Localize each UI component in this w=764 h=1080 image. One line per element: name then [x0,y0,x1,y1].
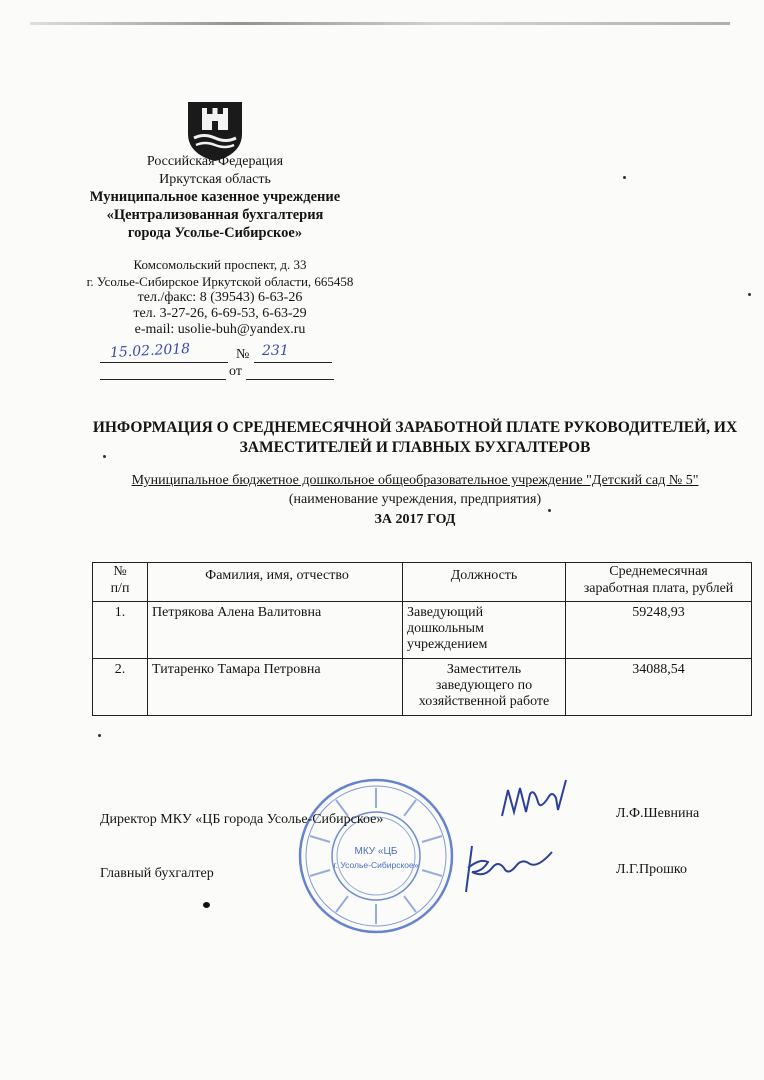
header-phone-fax: тел./факс: 8 (39543) 6-63-26 [137,290,303,305]
scan-edge-line [30,22,730,25]
reg-from-label: от [229,364,242,379]
chief-accountant-label: Главный бухгалтер [100,866,214,881]
round-seal-stamp [296,776,456,936]
scan-speck [98,734,101,737]
director-label: Директор МКУ «ЦБ города Усолье-Сибирское» [100,812,384,827]
row-position-line3: учреждением [407,637,488,652]
row-name: Петрякова Алена Валитовна [148,602,403,659]
row-position-line2: заведующего по [435,678,533,693]
salary-table [92,562,752,716]
institution-name [90,473,740,489]
header-org-line2: «Централизованная бухгалтерия [106,207,324,223]
row-position-line1: Заведующий [407,605,484,620]
header-salary-line2: заработная плата, рублей [583,581,734,596]
row-position [403,602,566,659]
chief-accountant-name: Л.Г.Прошко [616,862,687,877]
row-num: 2. [93,659,148,716]
reg-date-handwritten: 15.02.2018 [109,340,191,362]
table-header-row [93,563,752,602]
header-org-line3: города Усолье-Сибирское» [127,225,303,241]
reg-from-line-left [100,379,226,380]
row-position [403,659,566,716]
reg-from-line-right [246,379,334,380]
reg-date-line [100,362,228,363]
table-row [93,602,752,659]
header-email: e-mail: usolie-buh@yandex.ru [134,322,306,337]
header-name: Фамилия, имя, отчество [148,563,403,602]
stamp-center-line1: МКУ «ЦБ [354,846,398,857]
row-position-line1: Заместитель [446,662,522,677]
row-position-line3: хозяйственной работе [418,694,550,709]
row-salary: 34088,54 [566,659,752,716]
ink-blot [203,902,210,908]
institution-name-text: Муниципальное бюджетное дошкольное общеобразовательное учреждение "Детский сад № 5" [131,473,699,488]
director-signature-icon [496,776,576,826]
header-address1: Комсомольский проспект, д. 33 [133,257,307,272]
row-name: Титаренко Тамара Петровна [148,659,403,716]
header-num-line1: № [113,564,127,579]
scan-speck [623,176,626,179]
director-name: Л.Ф.Шевнина [616,806,700,821]
table-row [93,659,752,716]
header-salary-line1: Среднемесячная [609,564,708,579]
reg-number-line [254,362,332,363]
document-title-line1: ИНФОРМАЦИЯ О СРЕДНЕМЕСЯЧНОЙ ЗАРАБОТНОЙ ПЛАТЕ РУКОВОДИТЕЛЕЙ, ИХ [92,419,738,436]
row-salary: 59248,93 [566,602,752,659]
reg-number-handwritten: 231 [262,343,289,359]
header-country: Российская Федерация [146,154,284,169]
stamp-center-line2: г. Усолье-Сибирское» [333,860,419,870]
row-position-line2: дошкольным [407,621,484,636]
header-region: Иркутская область [159,172,271,187]
accountant-signature-icon [458,838,558,898]
header-position: Должность [403,563,566,602]
row-num: 1. [93,602,148,659]
scan-speck [748,293,751,296]
report-period: ЗА 2017 ГОД [374,512,456,527]
header-num-line2: п/п [110,581,130,596]
header-phones: тел. 3-27-26, 6-69-53, 6-63-29 [133,306,307,321]
institution-caption: (наименование учреждения, предприятия) [288,492,542,507]
header-org-line1: Муниципальное казенное учреждение [89,189,341,205]
header-num [93,563,148,602]
header-salary [566,563,752,602]
header-address2: г. Усолье-Сибирское Иркутской области, 665458 [86,274,354,289]
document-title-line2: ЗАМЕСТИТЕЛЕЙ И ГЛАВНЫХ БУХГАЛТЕРОВ [239,439,591,456]
reg-number-label: № [236,347,250,362]
